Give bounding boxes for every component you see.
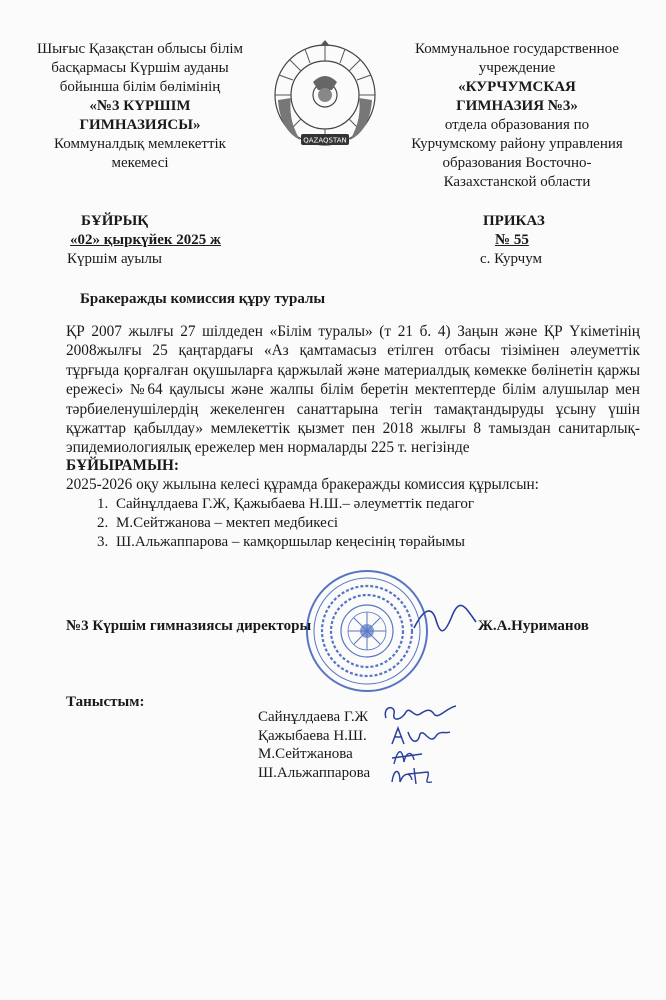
order-ru-number: № 55 xyxy=(495,232,529,248)
acquainted-label: Таныстым: xyxy=(66,694,145,710)
order-kz-date: «02» қыркүйек 2025 ж xyxy=(70,232,221,248)
signature-4 xyxy=(386,762,436,788)
order-subject: Бракеражды комиссия құру туралы xyxy=(80,291,326,307)
list-item: 2. М.Сейтжанова – мектеп медбикесі xyxy=(112,514,640,533)
signature-icon xyxy=(410,598,480,642)
header-kz-line4: Коммуналдық мемлекеттік xyxy=(54,136,226,152)
acquainted-name: Сайнұлдаева Г.Ж xyxy=(258,709,369,725)
header-ru-line1: Коммунальное государственное xyxy=(415,41,619,57)
header-kz-school-line1: «№3 КҮРШІМ xyxy=(89,98,191,114)
header-kz-line5: мекемесі xyxy=(111,155,169,171)
header-ru-line5: образования Восточно- xyxy=(442,155,592,171)
header-kz-line1: Шығыс Қазақстан облысы білім xyxy=(37,41,243,57)
header-kz-school-line2: ГИМНАЗИЯСЫ» xyxy=(79,117,201,133)
director-name: Ж.А.Нуриманов xyxy=(478,618,589,634)
acquainted-name: Ш.Альжаппарова xyxy=(258,764,371,781)
director-title: №3 Күршім гимназиясы директоры xyxy=(66,618,312,634)
emblem-icon xyxy=(270,40,380,150)
director-signature xyxy=(410,598,480,642)
body-command: БҰЙЫРАМЫН: xyxy=(66,456,179,474)
header-ru-line3: отдела образования по xyxy=(444,117,590,133)
order-ru-place: с. Курчум xyxy=(480,251,542,267)
signature-icon xyxy=(386,762,436,788)
commission-members-list xyxy=(66,495,640,553)
header-ru-school-line1: «КУРЧУМСКАЯ xyxy=(458,79,576,95)
emblem-ribbon-text: QAZAQSTAN xyxy=(303,136,347,145)
body-paragraph: ҚР 2007 жылғы 27 шілдеден «Білім туралы» (т 21 б. 4) Заңын және ҚР Үкіметінің 2008жылғы 25 қаңтардағы «Аз қамтамасыз етілген отбасы тізімінен әлеуметтік тұрғыда қорғалған оқушыларға қаржылай және материалдық көмекке бөлінетін қаржы ережесі» №64 қаулысы және жалпы білім беретін мектептерде білім алушылар мен тәрбиеленушілердің жекеленген санаттарына тегін тамақтандыруды ұсыну үшін құжаттар қабылдау» мемлекеттік қызмет пен 2018 жылғы 8 тамыздан санитарлық-эпидемиологиялық ережелер мен нормаларды 225 т. негізінде xyxy=(66,323,640,457)
order-kz-title: БҰЙРЫҚ xyxy=(81,213,149,229)
header-ru-line4: Курчумскому району управления xyxy=(411,136,623,152)
header-ru-school-line2: ГИМНАЗИЯ №3» xyxy=(456,98,578,114)
header-ru-line2: учреждение xyxy=(478,60,556,76)
order-ru-title: ПРИКАЗ xyxy=(483,213,545,229)
order-body xyxy=(66,322,640,553)
header-ru-line6: Казахстанской области xyxy=(443,174,591,190)
header-kz-line3: бойынша білім бөлімінің xyxy=(59,79,221,95)
state-emblem xyxy=(270,40,380,150)
header-ru xyxy=(394,40,640,192)
header-kz-line2: басқармасы Күршім ауданы xyxy=(51,60,229,76)
acquainted-names xyxy=(258,708,370,782)
list-item: 3. Ш.Альжаппарова – камқоршылар кеңесінің төрайымы xyxy=(112,533,640,552)
body-intro: 2025-2026 оқу жылына келесі құрамда бракеражды комиссия құрылсын: xyxy=(66,476,539,494)
header-kz xyxy=(18,40,262,173)
acquainted-name: Қажыбаева Н.Ш. xyxy=(258,727,367,744)
order-kz-place: Күршім ауылы xyxy=(67,251,163,267)
acquainted-name: М.Сейтжанова xyxy=(258,746,353,763)
list-item: 1. Сайнұлдаева Г.Ж, Қажыбаева Н.Ш.– әлеуметтік педагог xyxy=(112,495,640,514)
